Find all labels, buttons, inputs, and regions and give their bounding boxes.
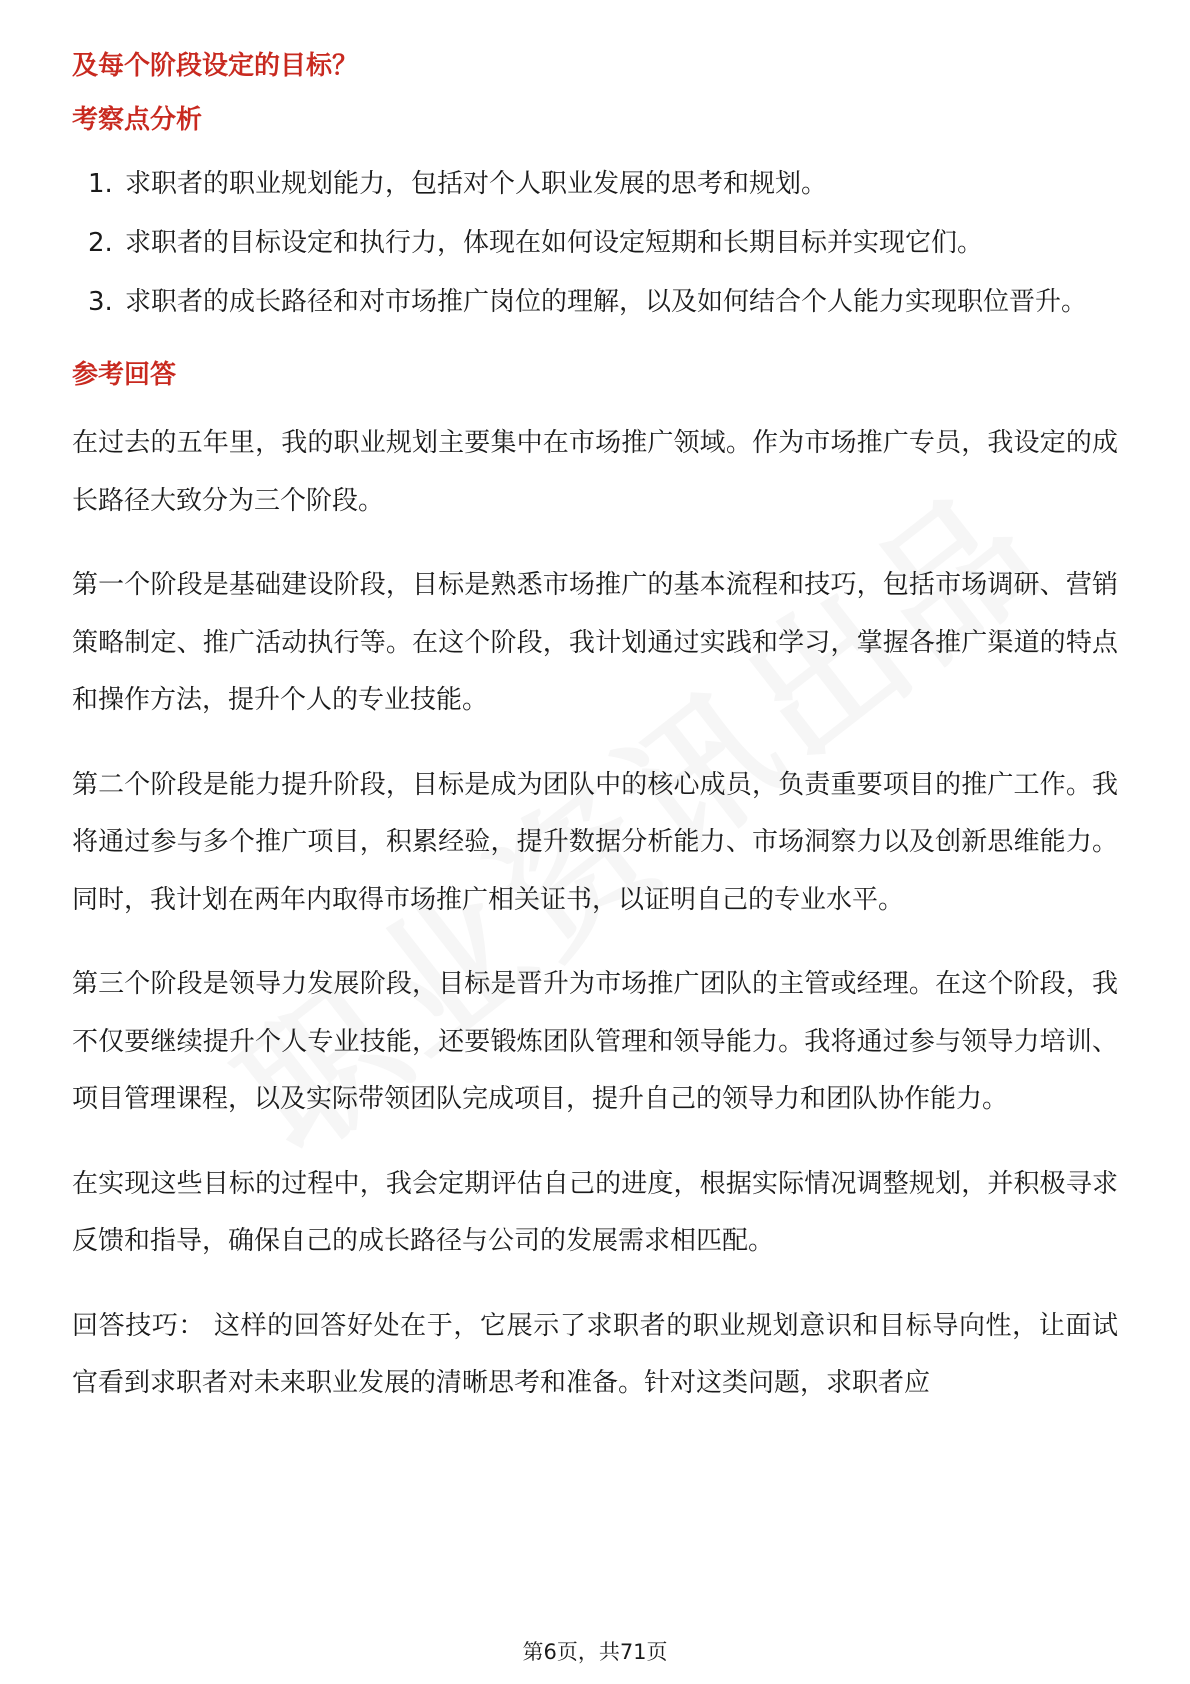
answer-paragraph: 第一个阶段是基础建设阶段，目标是熟悉市场推广的基本流程和技巧，包括市场调研、营销策略制定、推广活动执行等。在这个阶段，我计划通过实践和学习，掌握各推广渠道的特点和操作方法，提升个人的专业技能。 — [72, 570, 1118, 715]
document-content — [72, 46, 1118, 1440]
list-item-number: 1. — [88, 169, 113, 199]
answer-paragraph: 第二个阶段是能力提升阶段，目标是成为团队中的核心成员，负责重要项目的推广工作。我将通过参与多个推广项目，积累经验，提升数据分析能力、市场洞察力以及创新思维能力。同时，我计划在两年内取得市场推广相关证书，以证明自己的专业水平。 — [72, 769, 1118, 915]
answer-tips-paragraph: 回答技巧： 这样的回答好处在于，它展示了求职者的职业规划意识和目标导向性，让面试官看到求职者对未来职业发展的清晰思考和准备。针对这类问题，求职者应 — [72, 1310, 1118, 1398]
answer-paragraph: 在过去的五年里，我的职业规划主要集中在市场推广领域。作为市场推广专员，我设定的成长路径大致分为三个阶段。 — [72, 428, 1118, 516]
question-title: 及每个阶段设定的目标？ — [72, 51, 359, 81]
list-item-text: 求职者的目标设定和执行力，体现在如何设定短期和长期目标并实现它们。 — [125, 228, 984, 258]
list-item — [72, 274, 1118, 331]
list-item-text: 求职者的成长路径和对市场推广岗位的理解，以及如何结合个人能力实现职位晋升。 — [125, 287, 1088, 317]
list-item — [72, 156, 1118, 213]
list-item-number: 3. — [88, 287, 113, 317]
list-item-text: 求职者的职业规划能力，包括对个人职业发展的思考和规划。 — [125, 169, 828, 199]
reference-heading: 参考回答 — [72, 360, 177, 390]
page-number: 第6页，共71页 — [522, 1640, 668, 1664]
answer-paragraph: 第三个阶段是领导力发展阶段，目标是晋升为市场推广团队的主管或经理。在这个阶段，我不仅要继续提升个人专业技能，还要锻炼团队管理和领导能力。我将通过参与领导力培训、项目管理课程，以及实际带领团队完成项目，提升自己的领导力和团队协作能力。 — [72, 969, 1118, 1114]
analysis-heading: 考察点分析 — [72, 105, 203, 135]
answer-paragraph: 在实现这些目标的过程中，我会定期评估自己的进度，根据实际情况调整规划，并积极寻求反馈和指导，确保自己的成长路径与公司的发展需求相匹配。 — [72, 1168, 1118, 1256]
list-item — [72, 215, 1118, 272]
analysis-list — [72, 156, 1118, 331]
list-item-number: 2. — [88, 228, 113, 258]
